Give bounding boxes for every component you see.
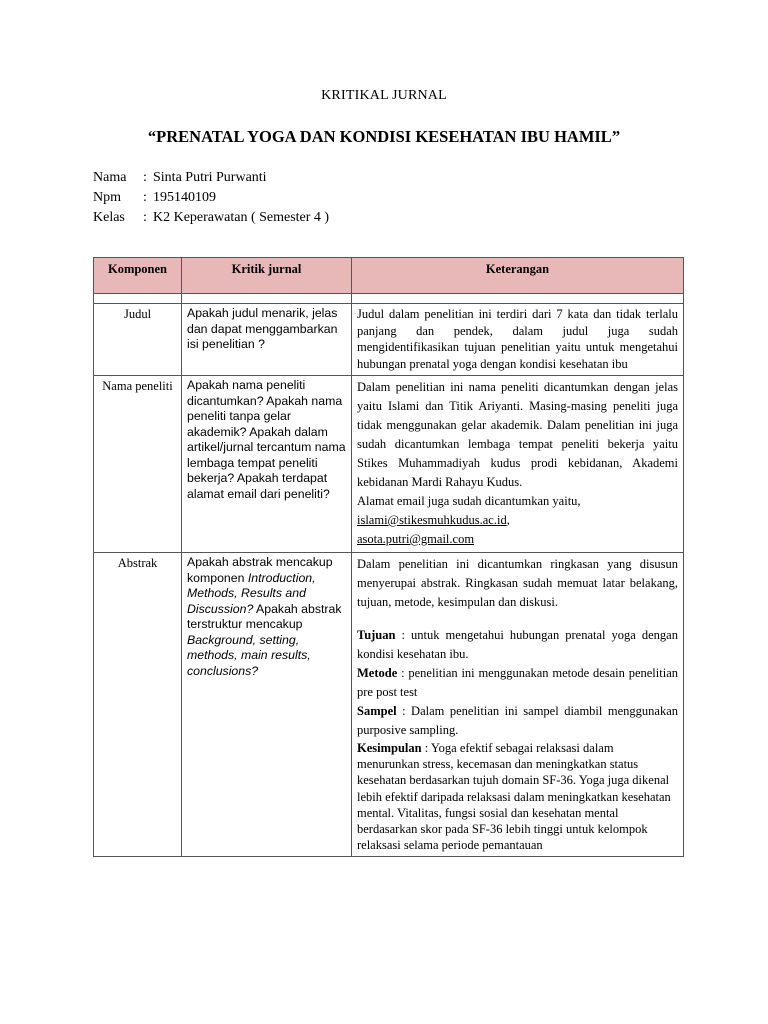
sampel-paragraph bbox=[357, 702, 678, 740]
sampel-text: : Dalam penelitian ini sampel diambil menggunakan purposive sampling. bbox=[357, 704, 678, 737]
email-line bbox=[357, 511, 678, 530]
notes-cell: Judul dalam penelitian ini terdiri dari 7 kata dan tidak terlalu panjang dan pendek, dalam judul juga sudah mengidentifikasikan tujuan penelitian yaitu untuk mengetahui hubungan prenatal yoga dengan kondisi kesehatan ibu bbox=[352, 304, 684, 376]
critique-cell bbox=[182, 553, 352, 857]
notes-paragraph: Dalam penelitian ini nama peneliti dicantumkan dengan jelas yaitu Islami dan Titik Ariyanti. Masing-masing peneliti juga tidak menggunakan gelar akademik. Dalam penelitian ini juga sudah dicantumkan lembaga tempat peneliti bekerja yaitu Stikes Muhammadiyah kudus prodi kebidanan, Akademi kebidanan Mardi Rahayu Kudus. bbox=[357, 380, 678, 489]
header-spacer bbox=[94, 294, 684, 304]
critique-cell: Apakah judul menarik, jelas dan dapat menggambarkan isi penelitian ? bbox=[182, 304, 352, 376]
npm-value: 195140109 bbox=[153, 190, 216, 205]
header-critique: Kritik jurnal bbox=[182, 258, 352, 294]
email-link-1[interactable]: islami@stikesmuhkudus.ac.id bbox=[357, 513, 507, 527]
table-header-row bbox=[94, 258, 684, 294]
critique-cell: Apakah nama peneliti dicantumkan? Apakah nama peneliti tanpa gelar akademik? Apakah dalam artikel/jurnal tercantum nama lembaga tempat peneliti bekerja? Apakah terdapat alamat email dari peneliti? bbox=[182, 376, 352, 553]
class-label: Kelas bbox=[93, 210, 125, 225]
student-identity bbox=[93, 168, 329, 228]
npm-label: Npm bbox=[93, 190, 121, 205]
header-component: Komponen bbox=[94, 258, 182, 294]
email-separator: , bbox=[506, 513, 510, 527]
critique-table bbox=[93, 257, 684, 857]
name-row bbox=[93, 168, 329, 188]
name-value: Sinta Putri Purwanti bbox=[153, 170, 267, 185]
tujuan-text: : untuk mengetahui hubungan prenatal yoga dengan kondisi kesehatan ibu. bbox=[357, 628, 678, 661]
class-value: K2 Keperawatan ( Semester 4 ) bbox=[153, 210, 330, 225]
npm-row bbox=[93, 188, 329, 208]
header-notes: Keterangan bbox=[352, 258, 684, 294]
name-separator: : bbox=[143, 170, 147, 185]
class-row bbox=[93, 208, 329, 228]
sampel-label: Sampel bbox=[357, 704, 397, 718]
tujuan-label: Tujuan bbox=[357, 628, 396, 642]
email-line bbox=[357, 530, 678, 549]
npm-separator: : bbox=[143, 190, 147, 205]
class-separator: : bbox=[143, 210, 147, 225]
document-heading: KRITIKAL JURNAL bbox=[321, 88, 447, 103]
email-intro: Alamat email juga sudah dicantumkan yaitu, bbox=[357, 494, 581, 508]
table-row bbox=[94, 553, 684, 857]
paragraph-gap bbox=[357, 612, 678, 626]
abstract-intro: Dalam penelitian ini dicantumkan ringkasan yang disusun menyerupai abstrak. Ringkasan sudah memuat latar belakang, tujuan, metode, kesimpulan dan diskusi. bbox=[357, 557, 678, 609]
component-cell: Judul bbox=[94, 304, 182, 376]
notes-cell bbox=[352, 553, 684, 857]
abstract-question-1: Apakah abstrak mencakup komponen bbox=[187, 555, 333, 585]
journal-title: “PRENATAL YOGA DAN KONDISI KESEHATAN IBU HAMIL” bbox=[147, 127, 621, 146]
table-row bbox=[94, 376, 684, 553]
metode-label: Metode bbox=[357, 666, 398, 680]
metode-paragraph bbox=[357, 664, 678, 702]
component-cell: Nama peneliti bbox=[94, 376, 182, 553]
abstract-question-2-italic: Background, setting, methods, main results, conclusions? bbox=[187, 632, 311, 678]
notes-cell bbox=[352, 376, 684, 553]
kesimpulan-text: : Yoga efektif sebagai relaksasi dalam menurunkan stress, kecemasan dan meningkatkan status kesehatan berdasarkan tujuh domain SF-36. Yoga juga dikenal lebih efektif daripada relaksasi dalam meningkatkan kesehatan mental. Vitalitas, fungsi sosial dan kesehatan mental berdasarkan skor pada SF-36 lebih tinggi untuk kelompok relaksasi selama periode pemantauan bbox=[357, 741, 671, 853]
email-link-2[interactable]: asota.putri@gmail.com bbox=[357, 532, 475, 546]
name-label: Nama bbox=[93, 170, 127, 185]
component-cell: Abstrak bbox=[94, 553, 182, 857]
table-row bbox=[94, 304, 684, 376]
abstract-question-2: Apakah abstrak terstruktur mencakup bbox=[187, 601, 342, 631]
kesimpulan-paragraph bbox=[357, 740, 678, 853]
abstract-question-1-italic: Introduction, Methods, Results and Discussion? bbox=[187, 570, 316, 616]
tujuan-paragraph bbox=[357, 626, 678, 664]
metode-text: : penelitian ini menggunakan metode desain penelitian pre post test bbox=[357, 666, 678, 699]
kesimpulan-label: Kesimpulan bbox=[357, 741, 422, 755]
